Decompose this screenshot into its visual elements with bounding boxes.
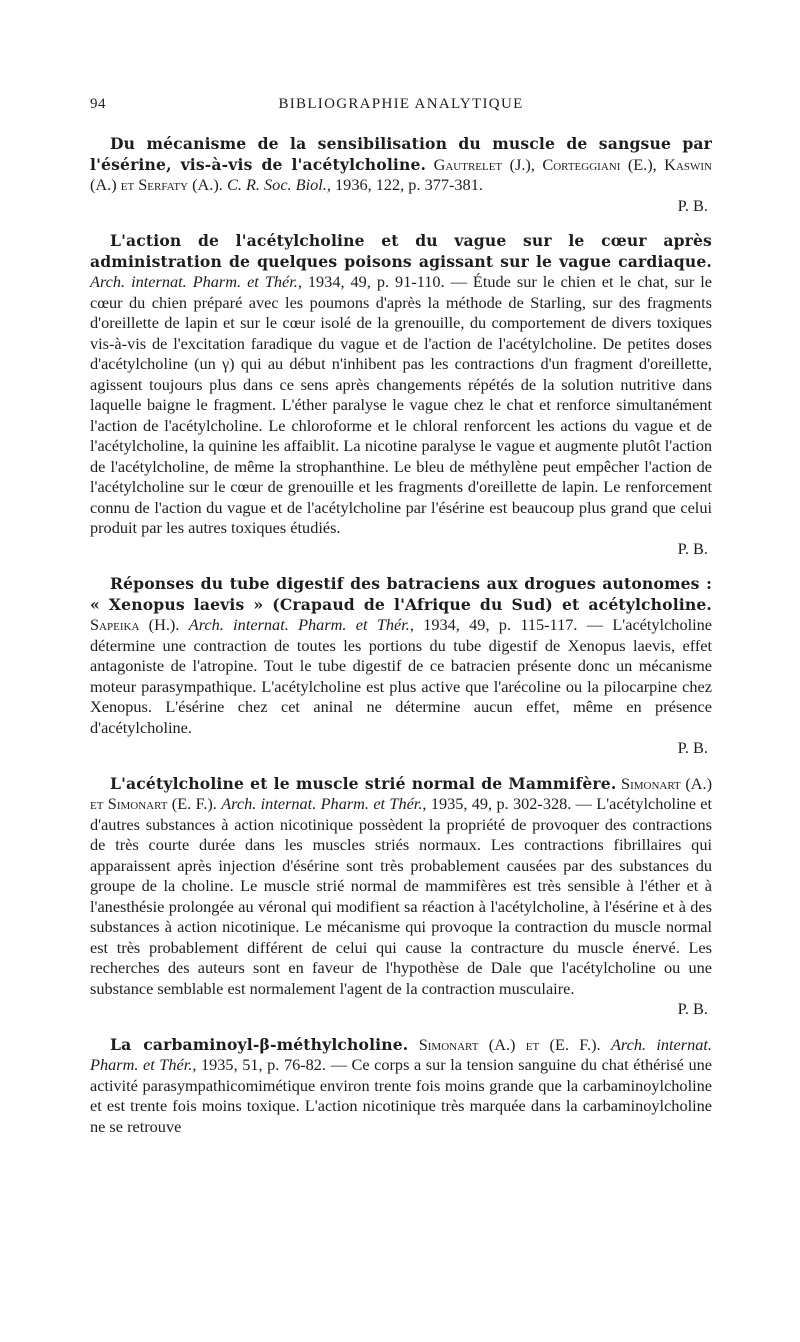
entry-citation: , 1934, 49, p. 115-117. [409,615,578,634]
entry-title: La carbaminoyl-β-méthylcholine. [110,1034,409,1054]
entry-5 [90,1035,712,1138]
entry-authors: Simonart (A.) et (E. F.). [418,1034,601,1054]
entry-authors: Simonart (A.) et Simonart (E. F.). [90,773,713,813]
entry-citation: , 1936, 122, p. 377-381. [326,175,483,194]
document-page [90,0,712,1137]
entry-title: L'action de l'acétylcholine et du vague sur le cœur après administration de quelques poisons agissant sur le vague cardiaque. [90,231,712,271]
entry-journal: Arch. internat. Pharm. et Thér. [90,1034,712,1074]
entry-title: Du mécanisme de la sensibilisation du muscle de sangsue par l'ésérine, vis-à-vis de l'acétylcholine. [90,134,712,174]
running-title: BIBLIOGRAPHIE ANALYTIQUE [278,96,524,112]
page-header [90,94,712,134]
entry-1 [90,134,712,216]
entry-authors: Sapeika (H.). [90,615,180,634]
entry-3 [90,574,712,759]
entry-journal: C. R. Soc. Biol. [226,175,327,194]
entry-journal: Arch. internat. Pharm. et Thér. [188,615,410,634]
entry-2 [90,231,712,559]
entry-citation: , 1935, 51, p. 76-82. [192,1055,327,1074]
entry-body: — L'acétylcholine et d'autres substances à action nicotinique possèdent la propriété de provoquer des contractions de très courte durée dans les muscles striés normaux. Les contractions fibrillaires qui apparaissent après injection d'ésérine sont très probablement causées par des substances du groupe de la choline. Le muscle strié normal de mammifères est très sensible à l'éther et à l'anesthésie prolongée au véronal qui modifient sa réaction à l'acétylcholine, à l'ésérine et à des substances à action nicotinique. Le mécanisme qui provoque la contraction du muscle normal est très probablement différent de celui qui cause la contracture du muscle énervé. Les recherches des auteurs sont en faveur de l'hypothèse de Dale que l'acétylcholine ou une substance semblable est normalement l'agent de la contraction musculaire. [90,794,712,998]
entry-body: — Ce corps a sur la tension sanguine du chat éthérisé une activité parasympathicomimétique environ trente fois moins grande que la carbaminoylcholine et est trente fois moins toxique. L'action nicotinique très marquée dans la carbaminoylcholine ne se retrouve [90,1055,712,1136]
entry-title: L'acétylcholine et le muscle strié normal de Mammifère. [110,773,617,793]
page-number: 94 [90,96,106,112]
entry-signature: P. B. [677,738,708,757]
entry-title: Réponses du tube digestif des batraciens aux drogues autonomes : « Xenopus laevis » (Crapaud de l'Afrique du Sud) et acétylcholine. [90,574,712,614]
entry-body: — Étude sur le chien et le chat, sur le cœur du chien préparé avec les poumons d'après la méthode de Starling, sur des fragments d'oreillette de lapin et sur le cœur isolé de la grenouille, du comportement de divers toxiques vis-à-vis de l'excitation faradique du vague et de l'action de l'acétylcholine. De petites doses d'acétylcholine (un γ) qui au début n'inhibent pas les contractions d'un fragment d'oreillette, agissent toujours plus dans ce sens après changements répétés de la solution nutritive dans laquelle baigne le fragment. L'éther paralyse le vague chez le chat et renforce simultanément l'action de l'acétylcholine. Le chloroforme et le chloral renforcent les actions du vague et de l'acétylcholine, la quinine les affaiblit. La nicotine paralyse le vague et augmente plutôt l'action de l'acétylcholine, de même la strophanthine. Le bleu de méthylène peut empêcher l'action de l'acétylcholine sur le cœur de grenouille et les fragments d'oreillette de lapin. Le renforcement connu de l'action du vague et de l'acétylcholine par l'ésérine est beaucoup plus grand que celui produit par les autres toxiques étudiés. [90,272,713,537]
entry-signature: P. B. [677,195,708,215]
entry-journal: Arch. internat. Pharm. et Thér. [221,794,423,813]
entry-4 [90,774,712,1020]
entry-signature: P. B. [677,999,708,1018]
entry-signature: P. B. [677,538,708,558]
entry-authors: Gautrelet (J.), Corteggiani (E.), Kaswin (A.) et Serfaty (A.). [90,154,712,194]
entry-citation: , 1934, 49, p. 91-110. [297,272,445,291]
entry-citation: , 1935, 49, p. 302-328. [422,794,572,813]
entry-journal: Arch. internat. Pharm. et Thér. [90,272,298,291]
entry-body: — L'acétylcholine détermine une contraction de toutes les portions du tube digestif de Xenopus laevis, effet antagoniste de l'atropine. Tout le tube digestif de ce batracien présente donc un mécanisme moteur parasympathique. L'acétylcholine est plus active que l'arécoline ou la pilocarpine chez Xenopus. L'ésérine chez cet aninal ne détermine aucun effet, même en présence d'acétylcholine. [90,615,713,737]
